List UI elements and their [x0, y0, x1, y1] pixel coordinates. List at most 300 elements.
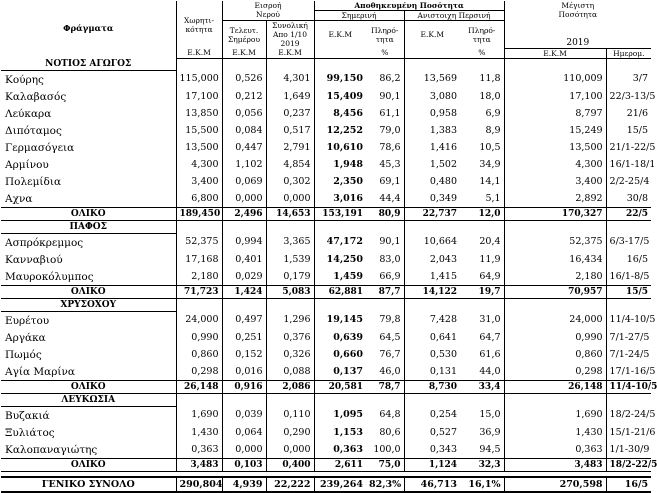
- cell-max: 26,148: [504, 381, 606, 394]
- cell-max: 17,100: [504, 88, 606, 105]
- cell-fill: 83,0: [379, 253, 401, 265]
- cell-date: 6/3-17/5: [606, 234, 651, 252]
- cell-date: 3/7: [606, 71, 651, 89]
- cell-ly: 0,343: [404, 441, 460, 459]
- cell-ly: 1,415: [404, 268, 460, 286]
- cell-date: 15/5: [606, 286, 651, 299]
- dam-name: Αγία Μαρίνα: [5, 365, 76, 378]
- dam-row: [1, 71, 651, 89]
- cell-date: 22/3-13/5: [606, 88, 651, 105]
- header-today-fill: [366, 21, 404, 49]
- cell-in-total: 0,517: [266, 122, 314, 139]
- cell-max: 1,690: [504, 407, 606, 425]
- cell-date: 21/1-22/5: [606, 139, 651, 156]
- cell-ly: 14,122: [404, 286, 460, 299]
- cell-capacity: 13,850: [176, 105, 222, 122]
- dam-row: [1, 105, 651, 122]
- cell-capacity: 24,000: [176, 312, 222, 330]
- cell-max: 8,797: [504, 105, 606, 122]
- section-blank-cell: [504, 394, 606, 407]
- section-blank-cell: [606, 394, 651, 407]
- cell-ly-fill: 64,9: [479, 270, 501, 282]
- cell-today: 239,264: [314, 477, 366, 492]
- dam-name: Μαυροκόλυμπος: [5, 270, 94, 283]
- cell-date: 22/5: [606, 208, 651, 221]
- cell-ly: 0,527: [404, 424, 460, 441]
- cell-in-total: 5,083: [266, 286, 314, 299]
- section-blank-cell: [222, 221, 266, 234]
- section-title: ΝΟΤΙΟΣ ΑΓΩΓΟΣ: [1, 58, 176, 71]
- header-inflow-total-unit: Ε.Κ.Μ: [266, 48, 314, 58]
- header-max-ekm: Ε.Κ.Μ: [504, 48, 606, 58]
- section-blank-cell: [404, 58, 460, 71]
- cell-max: 170,327: [504, 208, 606, 221]
- cell-capacity: 115,000: [176, 71, 222, 89]
- dam-storage-table: [1, 1, 657, 493]
- header-inflow-total-label: Συνολική Απο 1/10 2019: [272, 21, 308, 48]
- cell-in-total: 2,086: [266, 381, 314, 394]
- section-blank-cell: [222, 58, 266, 71]
- cell-in-today: 0,994: [222, 234, 266, 252]
- cell-fill: 61,1: [379, 107, 401, 119]
- cell-max: 2,892: [504, 190, 606, 208]
- cell-in-today: 0,251: [222, 329, 266, 346]
- cell-in-total: 0,088: [266, 363, 314, 381]
- cell-max: 13,500: [504, 139, 606, 156]
- cell-in-today: 0,084: [222, 122, 266, 139]
- section-blank-cell: [222, 394, 266, 407]
- cell-fill: 69,1: [379, 175, 401, 187]
- cell-ly-fill: 36,9: [479, 426, 501, 438]
- cell-date: 11/4-10/5: [606, 312, 651, 330]
- section-total-row: [1, 286, 651, 299]
- dam-row: [1, 88, 651, 105]
- cell-date: 2/2-25/4: [606, 173, 651, 190]
- cell-capacity: 3,400: [176, 173, 222, 190]
- cell-max: 270,598: [504, 477, 606, 492]
- header-inflow-today: [222, 21, 266, 49]
- cell-capacity: 0,363: [176, 441, 222, 459]
- cell-today: 0,660: [314, 346, 366, 363]
- cell-ly-fill: 32,3: [460, 459, 504, 472]
- cell-today: 1,095: [314, 407, 366, 425]
- dam-name: ΟΛΙΚΟ: [1, 459, 176, 472]
- dam-name: Κούρης: [5, 73, 44, 86]
- cell-ly-fill: 34,9: [479, 158, 501, 170]
- cell-capacity: 290,804: [176, 477, 222, 492]
- section-title: ΠΑΦΟΣ: [1, 221, 176, 234]
- section-blank-cell: [404, 299, 460, 312]
- cell-date: 16/5: [606, 477, 651, 492]
- dam-row: [1, 268, 651, 286]
- cell-today: 153,191: [314, 208, 366, 221]
- dam-row: [1, 190, 651, 208]
- cell-fill: 44,4: [379, 192, 401, 204]
- cell-capacity: 71,723: [176, 286, 222, 299]
- cell-today: 19,145: [314, 312, 366, 330]
- dam-name: ΟΛΙΚΟ: [1, 381, 176, 394]
- header-inflow-today-label: Τελευτ. Σημέρου: [227, 25, 261, 44]
- cell-date: 15/5: [606, 122, 651, 139]
- dam-row: [1, 346, 651, 363]
- header-today-fill-label: Πληρό- τητα: [371, 25, 399, 44]
- cell-in-total: 0,110: [266, 407, 314, 425]
- dam-row: [1, 424, 651, 441]
- cell-date: 18/2-22/5: [606, 459, 651, 472]
- dam-name: ΟΛΙΚΟ: [1, 286, 176, 299]
- cell-fill: 86,2: [379, 73, 401, 85]
- section-blank-cell: [176, 58, 222, 71]
- dam-name: Καλαβασός: [5, 90, 67, 103]
- cell-capacity: 26,148: [176, 381, 222, 394]
- cell-ly: 8,730: [404, 381, 460, 394]
- cell-ly: 2,043: [404, 251, 460, 268]
- cell-fill: 79,8: [379, 314, 401, 326]
- cell-ly-fill: 31,0: [479, 314, 501, 326]
- cell-max: 0,363: [504, 441, 606, 459]
- section-header-row: [1, 58, 651, 71]
- cell-ly-fill: 33,4: [460, 381, 504, 394]
- section-title: ΧΡΥΣΟΧΟΥ: [1, 299, 176, 312]
- dam-name: Βυζακιά: [5, 409, 50, 422]
- header-inflow-total: [266, 21, 314, 49]
- cell-fill: 46,0: [379, 365, 401, 377]
- cell-today: 15,409: [314, 88, 366, 105]
- dam-name: ΓΕΝΙΚΟ ΣΥΝΟΛΟ: [1, 477, 176, 492]
- dam-row: [1, 363, 651, 381]
- cell-date: 21/6: [606, 105, 651, 122]
- section-blank-cell: [266, 394, 314, 407]
- cell-today: 99,150: [314, 71, 366, 89]
- section-blank-cell: [266, 58, 314, 71]
- cell-capacity: 0,298: [176, 363, 222, 381]
- cell-in-today: 0,447: [222, 139, 266, 156]
- cell-ly: 0,254: [404, 407, 460, 425]
- section-blank-cell: [404, 394, 460, 407]
- cell-max: 24,000: [504, 312, 606, 330]
- cell-in-today: 0,000: [222, 441, 266, 459]
- cell-date: 16/5: [606, 251, 651, 268]
- cell-today: 2,350: [314, 173, 366, 190]
- dam-row: [1, 441, 651, 459]
- dam-row: [1, 407, 651, 425]
- cell-ly: 10,664: [404, 234, 460, 252]
- cell-ly: 0,131: [404, 363, 460, 381]
- dam-name: Διπόταμος: [5, 124, 62, 137]
- cell-ly: 7,428: [404, 312, 460, 330]
- cell-in-total: 0,290: [266, 424, 314, 441]
- section-blank-cell: [314, 58, 366, 71]
- section-blank-cell: [460, 221, 504, 234]
- cell-in-total: 0,237: [266, 105, 314, 122]
- cell-ly: 0,530: [404, 346, 460, 363]
- cell-today: 47,172: [314, 234, 366, 252]
- section-blank-cell: [606, 299, 651, 312]
- cell-in-today: 0,401: [222, 251, 266, 268]
- cell-today: 1,459: [314, 268, 366, 286]
- section-total-row: [1, 459, 651, 472]
- header-inflow-label: Εισροή Νερού: [254, 1, 282, 19]
- cell-today: 8,456: [314, 105, 366, 122]
- section-blank-cell: [460, 299, 504, 312]
- section-header-row: [1, 299, 651, 312]
- cell-in-today: 0,526: [222, 71, 266, 89]
- section-blank-cell: [460, 394, 504, 407]
- cell-ly: 1,383: [404, 122, 460, 139]
- cell-in-total: 4,854: [266, 156, 314, 173]
- cell-fill: 90,1: [379, 90, 401, 102]
- cell-today: 62,881: [314, 286, 366, 299]
- cell-date: 16/1-18/1: [606, 156, 651, 173]
- dam-name: Ευρέτου: [5, 314, 50, 327]
- cell-ly-fill: 15,0: [479, 409, 501, 421]
- cell-today: 0,137: [314, 363, 366, 381]
- cell-date: 30/8: [606, 190, 651, 208]
- section-blank-cell: [366, 394, 404, 407]
- dam-row: [1, 173, 651, 190]
- cell-in-total: 0,400: [266, 459, 314, 472]
- header-capacity-unit: Ε.Κ.Μ: [176, 48, 222, 58]
- cell-ly: 13,569: [404, 71, 460, 89]
- cell-date: 18/2-24/5: [606, 407, 651, 425]
- cell-today: 14,250: [314, 251, 366, 268]
- cell-in-today: 0,016: [222, 363, 266, 381]
- dam-name: Αρμίνου: [5, 158, 49, 171]
- section-blank-cell: [176, 394, 222, 407]
- cell-fill: 82,3%: [366, 477, 404, 492]
- cell-ly-fill: 94,5: [479, 443, 501, 455]
- cell-in-total: 0,000: [266, 441, 314, 459]
- cell-max: 52,375: [504, 234, 606, 252]
- cell-ly: 1,502: [404, 156, 460, 173]
- cell-ly: 0,349: [404, 190, 460, 208]
- cell-fill: 90,1: [379, 236, 401, 248]
- cell-in-total: 0,000: [266, 190, 314, 208]
- cell-in-total: 0,179: [266, 268, 314, 286]
- section-title: ΛΕΥΚΩΣΙΑ: [1, 394, 176, 407]
- cell-in-today: 0,056: [222, 105, 266, 122]
- cell-ly: 1,416: [404, 139, 460, 156]
- cell-capacity: 1,430: [176, 424, 222, 441]
- cell-fill: 87,7: [366, 286, 404, 299]
- section-blank-cell: [314, 394, 366, 407]
- cell-ly: 3,080: [404, 88, 460, 105]
- cell-ly-fill: 18,0: [479, 90, 501, 102]
- cell-capacity: 0,990: [176, 329, 222, 346]
- header-max: [504, 1, 651, 21]
- header-today-blank: [314, 48, 366, 58]
- dam-row: [1, 234, 651, 252]
- cell-ly-fill: 44,0: [479, 365, 501, 377]
- cell-max: 3,483: [504, 459, 606, 472]
- cell-ly-fill: 61,6: [479, 348, 501, 360]
- cell-max: 0,860: [504, 346, 606, 363]
- dam-name: Κανναβιού: [5, 253, 63, 266]
- dam-row: [1, 122, 651, 139]
- cell-fill: 64,8: [379, 409, 401, 421]
- section-header-row: [1, 221, 651, 234]
- header-ly-fill: [460, 21, 504, 49]
- cell-in-total: 1,649: [266, 88, 314, 105]
- section-blank-cell: [366, 221, 404, 234]
- cell-ly: 0,958: [404, 105, 460, 122]
- header-ly-fill-label: Πληρό- τητα: [468, 25, 496, 44]
- cell-capacity: 15,500: [176, 122, 222, 139]
- cell-fill: 80,6: [379, 426, 401, 438]
- cell-in-today: 0,103: [222, 459, 266, 472]
- cell-ly-fill: 8,9: [485, 124, 501, 136]
- dam-row: [1, 251, 651, 268]
- cell-ly: 0,480: [404, 173, 460, 190]
- cell-date: 1/1-30/9: [606, 441, 651, 459]
- cell-in-today: 1,102: [222, 156, 266, 173]
- cell-in-total: 0,302: [266, 173, 314, 190]
- cell-in-total: 22,222: [266, 477, 314, 492]
- cell-capacity: 2,180: [176, 268, 222, 286]
- cell-in-today: 4,939: [222, 477, 266, 492]
- section-blank-cell: [366, 58, 404, 71]
- dam-name: ΟΛΙΚΟ: [1, 208, 176, 221]
- section-total-row: [1, 208, 651, 221]
- cell-max: 70,957: [504, 286, 606, 299]
- cell-capacity: 52,375: [176, 234, 222, 252]
- cell-today: 10,610: [314, 139, 366, 156]
- cell-today: 3,016: [314, 190, 366, 208]
- dam-name: Ξυλιάτος: [5, 426, 55, 439]
- cell-date: 7/1-27/5: [606, 329, 651, 346]
- grand-total-row: [1, 477, 651, 492]
- cell-max: 2,180: [504, 268, 606, 286]
- dam-name: Πωμός: [5, 348, 42, 361]
- cell-in-today: 0,064: [222, 424, 266, 441]
- header-row-1: [1, 1, 651, 11]
- cell-capacity: 189,450: [176, 208, 222, 221]
- cell-today: 1,153: [314, 424, 366, 441]
- cell-in-today: 0,497: [222, 312, 266, 330]
- cell-today: 0,639: [314, 329, 366, 346]
- cell-capacity: 13,500: [176, 139, 222, 156]
- header-inflow: [222, 1, 314, 21]
- cell-ly-fill: 16,1%: [460, 477, 504, 492]
- header-today-pct: %: [366, 48, 404, 58]
- cell-fill: 45,3: [379, 158, 401, 170]
- dam-name: Αχνα: [5, 192, 33, 205]
- cell-max: 0,990: [504, 329, 606, 346]
- dam-name: Αργάκα: [5, 331, 46, 344]
- cell-date: 11/4-10/5: [606, 381, 651, 394]
- section-blank-cell: [606, 58, 651, 71]
- section-blank-cell: [606, 221, 651, 234]
- section-blank-cell: [266, 299, 314, 312]
- cell-in-today: 0,069: [222, 173, 266, 190]
- cell-ly: 22,737: [404, 208, 460, 221]
- cell-fill: 66,9: [379, 270, 401, 282]
- cell-max: 0,298: [504, 363, 606, 381]
- cell-date: 16/1-8/5: [606, 268, 651, 286]
- cell-capacity: 17,100: [176, 88, 222, 105]
- cell-in-today: 0,152: [222, 346, 266, 363]
- cell-in-today: 0,916: [222, 381, 266, 394]
- section-blank-cell: [504, 221, 606, 234]
- cell-fill: 80,9: [366, 208, 404, 221]
- cell-ly-fill: 14,1: [479, 175, 501, 187]
- cell-capacity: 17,168: [176, 251, 222, 268]
- dam-name: Καλοπαναγιώτης: [5, 443, 98, 456]
- section-total-row: [1, 381, 651, 394]
- cell-fill: 76,7: [379, 348, 401, 360]
- cell-in-today: 0,029: [222, 268, 266, 286]
- cell-max: 4,300: [504, 156, 606, 173]
- dam-row: [1, 139, 651, 156]
- header-today: Σημερινή: [314, 11, 404, 21]
- dam-name: Πολεμίδια: [5, 175, 62, 188]
- header-ly-pct: %: [460, 48, 504, 58]
- cell-max: 15,249: [504, 122, 606, 139]
- section-blank-cell: [460, 58, 504, 71]
- cell-ly-fill: 11,9: [479, 253, 501, 265]
- header-capacity-label: Χωρητι- κότητα: [184, 15, 214, 34]
- cell-capacity: 6,800: [176, 190, 222, 208]
- section-header-row: [1, 394, 651, 407]
- dam-row: [1, 156, 651, 173]
- header-inflow-today-unit: Ε.Κ.Μ: [222, 48, 266, 58]
- dam-name: Γερμασόγεια: [5, 141, 75, 154]
- dam-name: Λεύκαρα: [5, 107, 52, 120]
- cell-capacity: 3,483: [176, 459, 222, 472]
- cell-fill: 64,5: [379, 331, 401, 343]
- section-blank-cell: [504, 58, 606, 71]
- cell-ly-fill: 20,4: [479, 236, 501, 248]
- cell-fill: 75,0: [366, 459, 404, 472]
- cell-in-today: 1,424: [222, 286, 266, 299]
- cell-today: 1,948: [314, 156, 366, 173]
- cell-ly: 1,124: [404, 459, 460, 472]
- cell-ly-fill: 19,7: [460, 286, 504, 299]
- cell-in-today: 2,496: [222, 208, 266, 221]
- cell-fill: 100,0: [373, 443, 401, 455]
- header-ly-ekm: Ε.Κ.Μ: [404, 21, 460, 49]
- cell-today: 2,611: [314, 459, 366, 472]
- header-capacity: [176, 1, 222, 48]
- cell-max: 110,009: [504, 71, 606, 89]
- header-max-label: Μέγιστη Ποσότητα: [558, 1, 598, 19]
- cell-fill: 79,0: [379, 124, 401, 136]
- header-dams: Φράγματα: [63, 24, 114, 34]
- cell-capacity: 0,860: [176, 346, 222, 363]
- cell-capacity: 4,300: [176, 156, 222, 173]
- cell-today: 12,252: [314, 122, 366, 139]
- dam-row: [1, 329, 651, 346]
- cell-date: 7/1-24/5: [606, 346, 651, 363]
- cell-ly-fill: 64,7: [479, 331, 501, 343]
- section-blank-cell: [176, 221, 222, 234]
- header-storage: Αποθηκευμένη Ποσότητα: [314, 1, 504, 11]
- cell-max: 3,400: [504, 173, 606, 190]
- cell-ly-fill: 10,5: [479, 141, 501, 153]
- cell-date: 17/1-16/5: [606, 363, 651, 381]
- cell-today: 20,581: [314, 381, 366, 394]
- cell-in-total: 4,301: [266, 71, 314, 89]
- cell-ly-fill: 12,0: [460, 208, 504, 221]
- cell-in-today: 0,000: [222, 190, 266, 208]
- cell-in-today: 0,212: [222, 88, 266, 105]
- section-blank-cell: [314, 221, 366, 234]
- cell-date: 15/1-21/6: [606, 424, 651, 441]
- cell-ly: 46,713: [404, 477, 460, 492]
- section-blank-cell: [176, 299, 222, 312]
- dam-row: [1, 312, 651, 330]
- cell-ly-fill: 11,8: [479, 73, 501, 85]
